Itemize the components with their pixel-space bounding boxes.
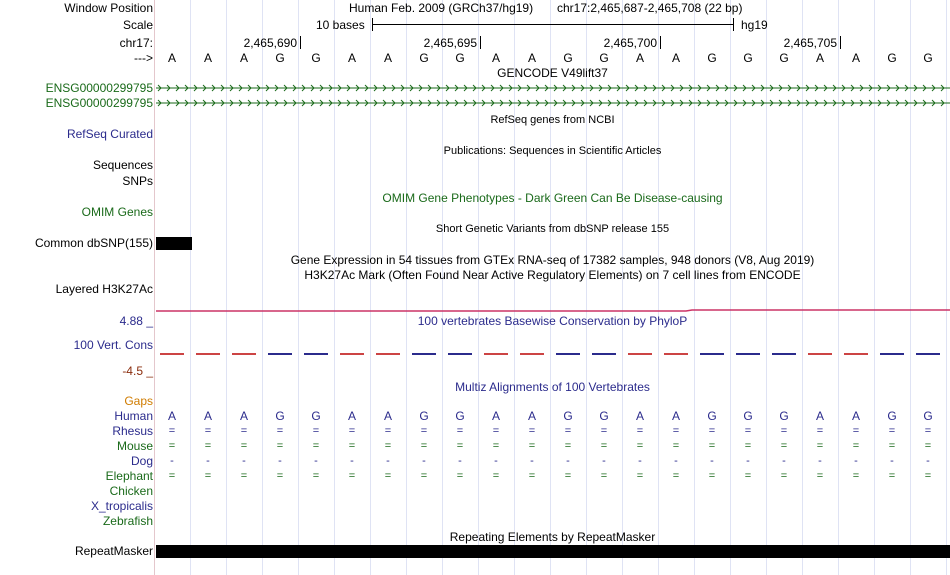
alignment-char: A [347,409,356,423]
alignment-char: - [710,455,714,467]
dbsnp-label[interactable]: Common dbSNP(155) [34,236,153,250]
phylop-bar [160,353,184,355]
alignment-char: = [456,470,464,482]
alignment-char: = [276,425,284,437]
phylop-bar [736,353,760,355]
gene-label-1[interactable]: ENSG00000299795 [45,81,153,95]
alignment-char: - [422,455,426,467]
base-letter: G [311,51,321,65]
scale-bar-left-tick [372,18,373,31]
alignment-char: = [852,440,860,452]
base-letter: A [527,51,536,65]
alignment-char: = [492,470,500,482]
species-label[interactable]: Dog [130,454,153,468]
base-letter: A [383,51,392,65]
alignment-char: = [312,470,320,482]
h3k27ac-label[interactable]: Layered H3K27Ac [55,282,153,296]
h3k27ac-track-title: H3K27Ac Mark (Often Found Near Active Regulatory Elements) on 7 cell lines from ENCODE [304,268,801,282]
base-letter: G [707,51,717,65]
alignment-char: = [348,440,356,452]
alignment-char: A [851,409,860,423]
alignment-char: G [563,409,573,423]
species-label[interactable]: Zebrafish [102,514,153,528]
alignment-char: = [276,440,284,452]
alignment-char: - [170,455,174,467]
phylop-bar [268,353,292,355]
phylop-bar [448,353,472,355]
chrom-label: chr17: [119,36,153,50]
alignment-char: = [888,440,896,452]
alignment-char: = [744,440,752,452]
alignment-char: - [386,455,390,467]
species-label[interactable]: Rhesus [112,424,153,438]
alignment-char: - [458,455,462,467]
base-letter: A [167,51,176,65]
alignment-char: = [348,425,356,437]
alignment-char: = [204,470,212,482]
species-label[interactable]: Human [114,409,153,423]
alignment-char: = [240,425,248,437]
multiz-track-title: Multiz Alignments of 100 Vertebrates [455,380,650,394]
gaps-label: Gaps [124,394,153,408]
alignment-char: = [384,425,392,437]
alignment-char: - [242,455,246,467]
ruler-label-2: 2,465,695 [423,36,477,50]
gene-1-feature[interactable] [156,81,950,95]
alignment-char: = [636,425,644,437]
alignment-char: = [168,440,176,452]
alignment-char: = [528,425,536,437]
phylop-bar [664,353,688,355]
alignment-char: G [275,409,285,423]
alignment-char: = [456,425,464,437]
alignment-char: - [638,455,642,467]
alignment-char: = [924,440,932,452]
base-letter: G [455,51,465,65]
alignment-char: = [492,440,500,452]
alignment-char: A [671,409,680,423]
alignment-char: = [852,425,860,437]
alignment-char: G [923,409,933,423]
label-separator [154,0,155,575]
cons-max-label: 4.88 _ [119,314,153,328]
alignment-char: = [312,425,320,437]
alignment-char: = [492,425,500,437]
alignment-char: = [528,440,536,452]
alignment-char: = [672,470,680,482]
refseq-track-title: RefSeq genes from NCBI [490,114,615,126]
alignment-char: = [888,470,896,482]
gene-2-feature[interactable] [156,96,950,110]
alignment-char: = [168,470,176,482]
alignment-char: = [204,440,212,452]
phylop-bar [376,353,400,355]
phylop-bar [412,353,436,355]
assembly-title: Human Feb. 2009 (GRCh37/hg19) [349,1,534,15]
alignment-char: A [491,409,500,423]
phylop-bar [556,353,580,355]
alignment-char: = [780,440,788,452]
scale-db: hg19 [741,18,768,32]
gencode-track-title: GENCODE V49lift37 [497,66,608,80]
alignment-char: = [636,470,644,482]
alignment-char: - [926,455,930,467]
alignment-char: = [708,440,716,452]
ruler-tick-4 [840,36,841,49]
repeatmasker-label[interactable]: RepeatMasker [74,544,153,558]
alignment-char: - [746,455,750,467]
ruler-tick-1 [300,36,301,49]
omim-track-title: OMIM Gene Phenotypes - Dark Green Can Be Disease-causing [382,191,723,205]
alignment-char: A [203,409,212,423]
cons-min-label: -4.5 _ [122,364,153,378]
position-title: chr17:2,465,687-2,465,708 (22 bp) [557,1,743,15]
alignment-char: = [600,425,608,437]
base-letter: G [275,51,285,65]
alignment-char: = [348,470,356,482]
alignment-char: = [852,470,860,482]
base-letter: G [779,51,789,65]
phylop-bar [340,353,364,355]
phylop-bar [628,353,652,355]
phylop-bar [196,353,220,355]
alignment-char: G [599,409,609,423]
alignment-char: = [672,425,680,437]
base-letter: G [599,51,609,65]
sequences-label[interactable]: Sequences [92,158,153,172]
alignment-char: = [456,440,464,452]
scale-label: Scale [122,18,153,32]
alignment-char: = [276,470,284,482]
alignment-char: - [818,455,822,467]
alignment-char: A [239,409,248,423]
alignment-char: = [780,470,788,482]
alignment-char: = [240,440,248,452]
alignment-char: A [635,409,644,423]
phylop-bar [844,353,868,355]
phylop-bar [916,353,940,355]
alignment-char: = [384,440,392,452]
base-letter: A [347,51,356,65]
species-label[interactable]: Mouse [116,439,153,453]
base-letter: A [491,51,500,65]
base-letter: A [635,51,644,65]
phylop-bar [808,353,832,355]
alignment-char: G [707,409,717,423]
alignment-char: - [530,455,534,467]
scale-bar [372,24,733,25]
alignment-char: G [311,409,321,423]
gene-label-2[interactable]: ENSG00000299795 [45,96,153,110]
gtex-track-title: Gene Expression in 54 tissues from GTEx RNA-seq of 17382 samples, 948 donors (V8, Aug 2019) [290,253,815,267]
h3k27ac-line [156,310,950,311]
alignment-char: = [240,470,248,482]
alignment-char: = [204,425,212,437]
phylop-bar [520,353,544,355]
alignment-char: = [924,425,932,437]
alignment-char: - [206,455,210,467]
scale-text: 10 bases [316,18,365,32]
base-letter: G [743,51,753,65]
ruler-label-3: 2,465,700 [603,36,657,50]
alignment-char: - [854,455,858,467]
alignment-char: - [602,455,606,467]
phylop-bar [772,353,796,355]
base-letter: A [815,51,824,65]
alignment-char: = [816,440,824,452]
alignment-char: = [636,440,644,452]
ruler-tick-2 [480,36,481,49]
alignment-char: - [782,455,786,467]
alignment-char: = [312,440,320,452]
species-label[interactable]: X_tropicalis [90,499,153,513]
ruler-label-4: 2,465,705 [783,36,837,50]
alignment-char: = [420,425,428,437]
alignment-char: = [420,470,428,482]
alignment-char: A [383,409,392,423]
phylop-bar [304,353,328,355]
phylop-bar [880,353,904,355]
alignment-char: = [600,470,608,482]
alignment-char: = [780,425,788,437]
alignment-char: - [674,455,678,467]
alignment-char: G [887,409,897,423]
alignment-char: = [168,425,176,437]
alignment-char: = [708,470,716,482]
alignment-char: = [708,425,716,437]
alignment-char: = [816,470,824,482]
repeatmasker-track-title: Repeating Elements by RepeatMasker [449,530,656,544]
ruler-tick-3 [660,36,661,49]
alignment-char: - [350,455,354,467]
base-letter: A [203,51,212,65]
alignment-char: A [167,409,176,423]
strand-arrow-label: ---> [134,51,153,65]
base-letter: A [671,51,680,65]
repeatmasker-feature[interactable] [156,545,950,558]
ruler-label-1: 2,465,690 [243,36,297,50]
dbsnp-feature[interactable] [156,237,192,250]
base-letter: G [563,51,573,65]
alignment-char: - [890,455,894,467]
alignment-char: A [815,409,824,423]
alignment-char: = [600,440,608,452]
alignment-char: = [564,470,572,482]
alignment-char: = [924,470,932,482]
phylop-bar [232,353,256,355]
alignment-char: = [420,440,428,452]
species-label[interactable]: Chicken [109,484,153,498]
alignment-char: - [314,455,318,467]
base-letter: G [887,51,897,65]
alignment-char: = [888,425,896,437]
alignment-char: G [419,409,429,423]
snps-label[interactable]: SNPs [122,174,153,188]
alignment-char: - [566,455,570,467]
alignment-char: - [494,455,498,467]
alignment-char: = [744,470,752,482]
alignment-char: = [384,470,392,482]
phylop-bar [484,353,508,355]
h3k27ac-signal[interactable] [156,300,950,314]
alignment-char: = [564,425,572,437]
dbsnp-track-title: Short Genetic Variants from dbSNP release 155 [435,223,670,235]
publications-track-title: Publications: Sequences in Scientific Articles [443,145,662,157]
phylop-track-title: 100 vertebrates Basewise Conservation by PhyloP [417,314,688,328]
base-letter: G [923,51,933,65]
alignment-char: G [743,409,753,423]
base-letter: A [851,51,860,65]
alignment-char: = [744,425,752,437]
scale-bar-right-tick [733,18,734,31]
alignment-char: = [816,425,824,437]
omim-label[interactable]: OMIM Genes [81,205,153,219]
cons-label[interactable]: 100 Vert. Cons [73,338,153,352]
phylop-bar [700,353,724,355]
alignment-char: = [672,440,680,452]
alignment-char: = [528,470,536,482]
alignment-char: - [278,455,282,467]
phylop-bar [592,353,616,355]
base-letter: G [419,51,429,65]
alignment-char: G [455,409,465,423]
species-label[interactable]: Elephant [105,469,153,483]
window-position-label: Window Position [64,1,153,15]
alignment-char: G [779,409,789,423]
alignment-char: A [527,409,536,423]
refseq-label[interactable]: RefSeq Curated [66,127,153,141]
alignment-char: = [564,440,572,452]
base-letter: A [239,51,248,65]
